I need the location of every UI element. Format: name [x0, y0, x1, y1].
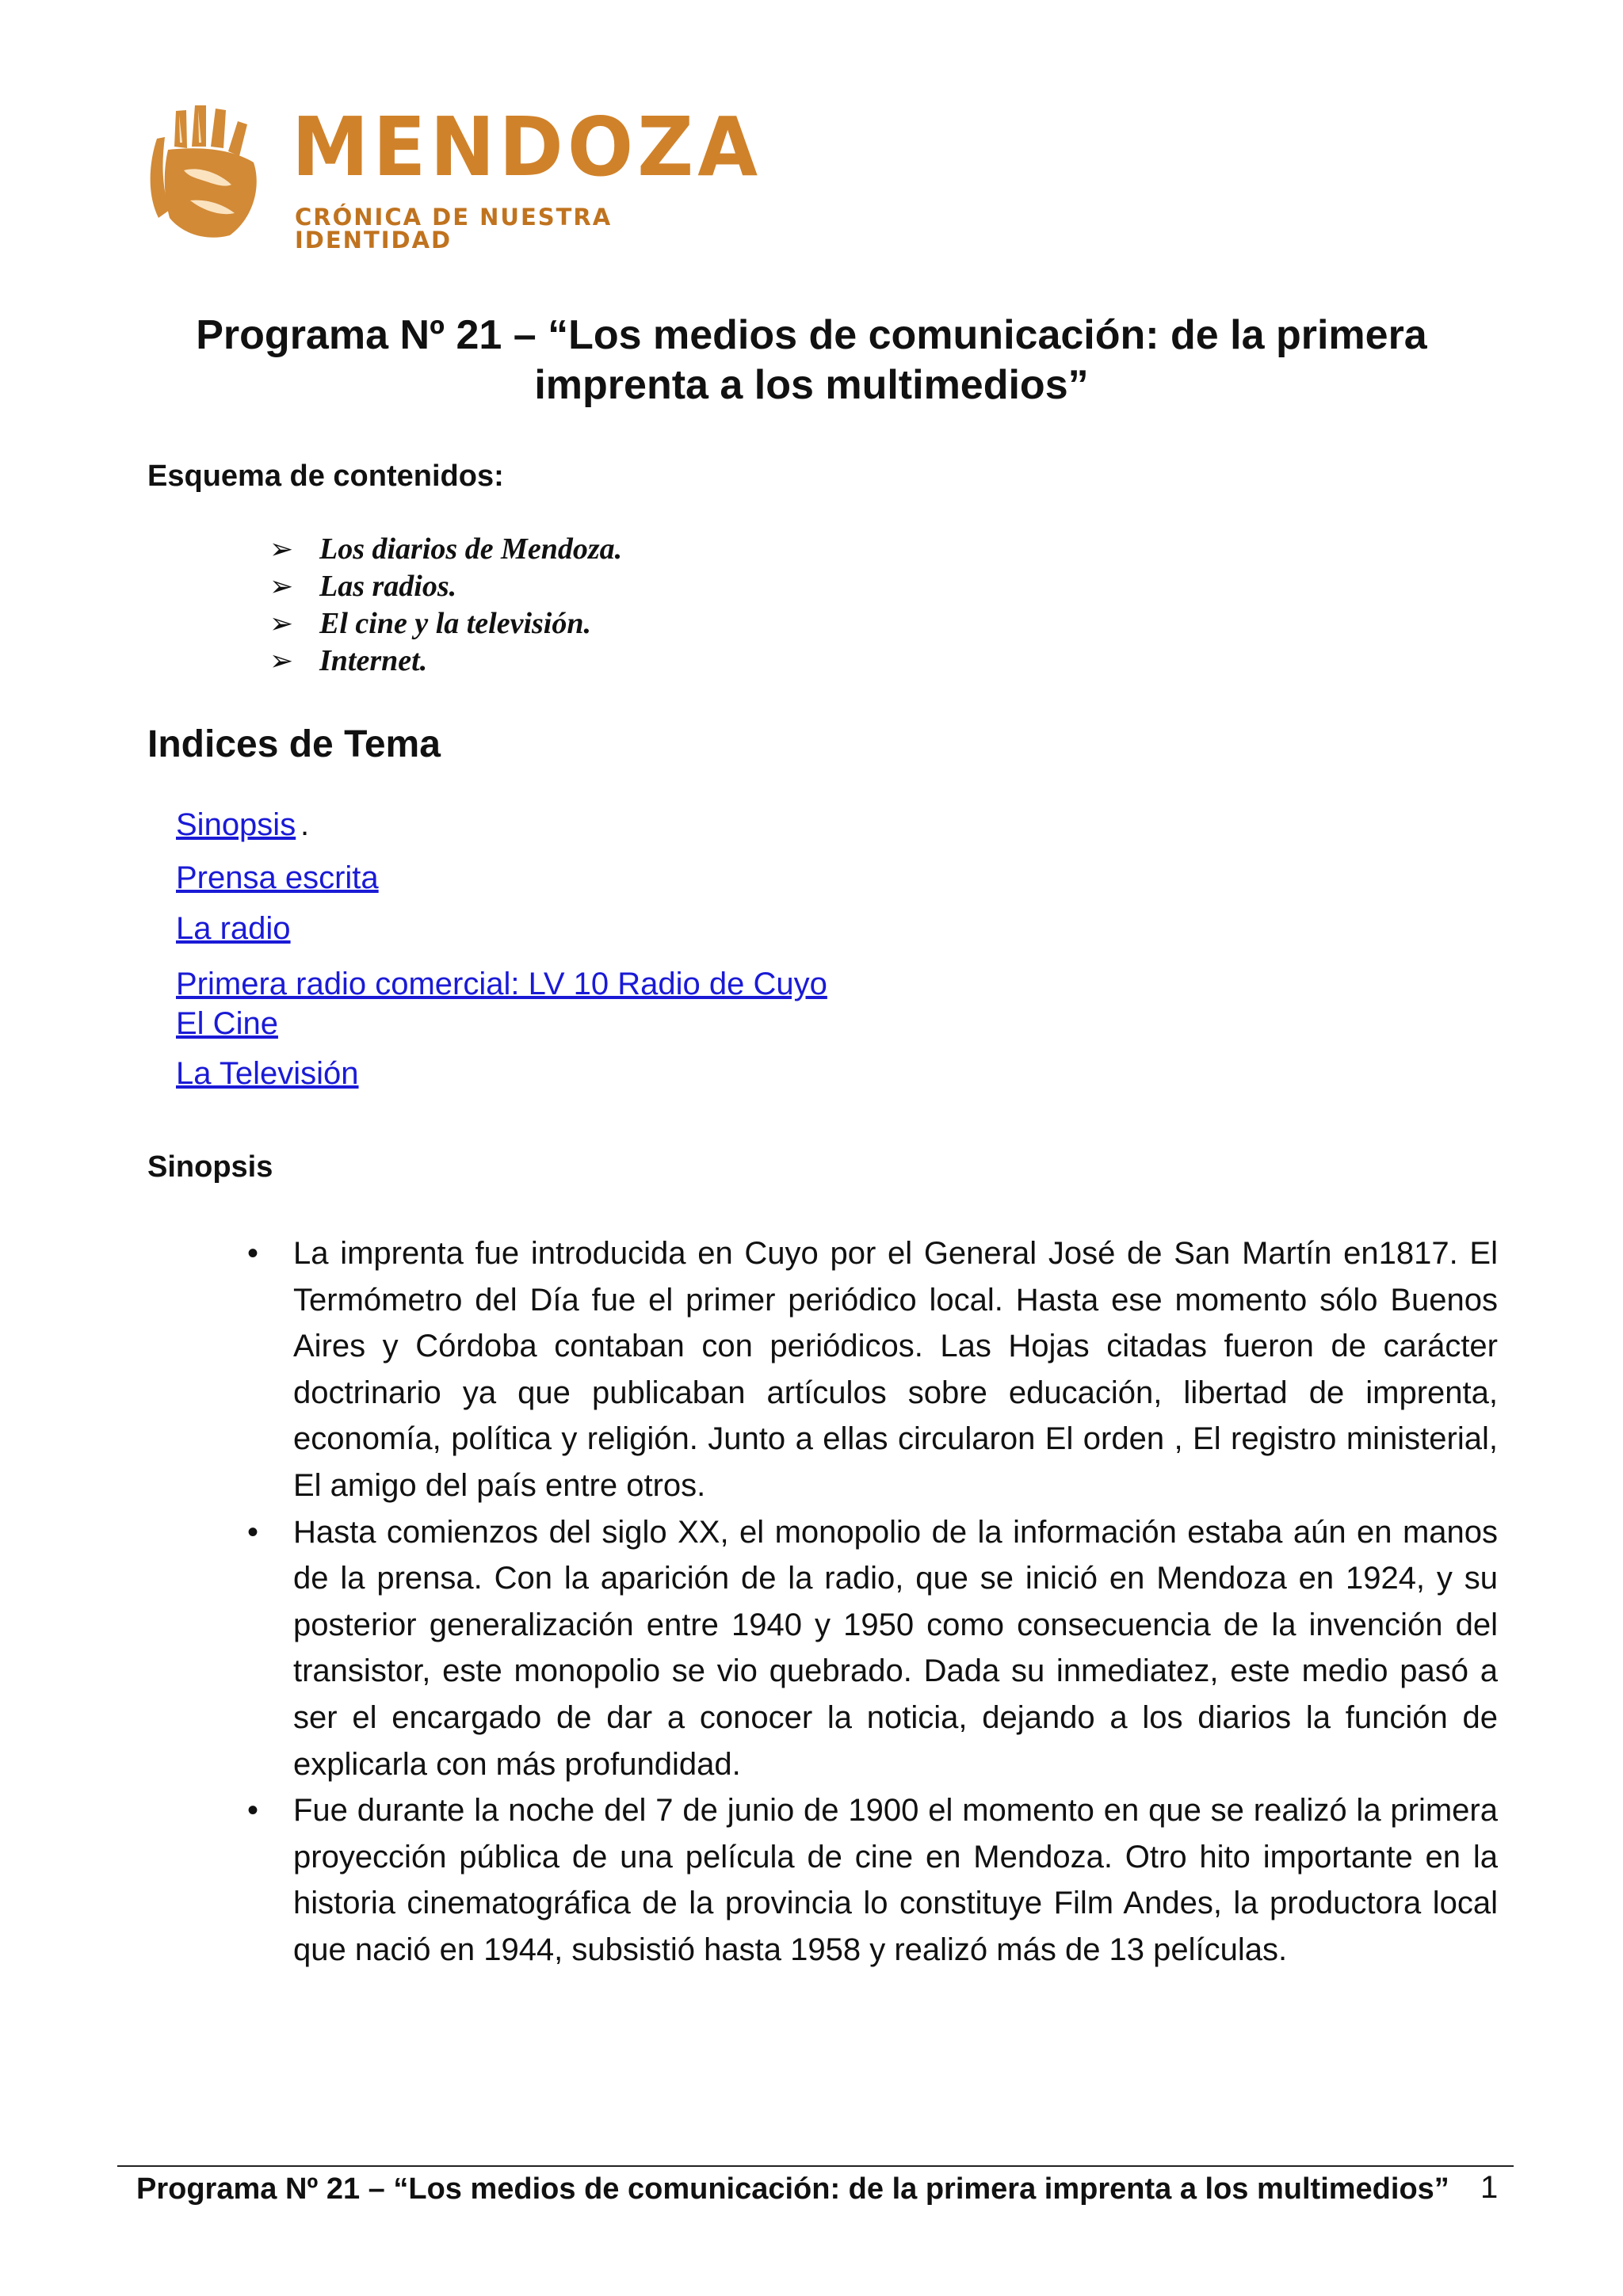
logo-tagline: CRÓNICA DE NUESTRA IDENTIDAD: [295, 204, 613, 254]
sinopsis-heading: Sinopsis: [147, 1150, 273, 1184]
toc-link-primera-radio-comercial[interactable]: Primera radio comercial: LV 10 Radio de Cuyo: [176, 967, 827, 1001]
indices-heading: Indices de Tema: [147, 723, 441, 765]
toc-link-prensa-escrita[interactable]: Prensa escrita: [176, 860, 379, 895]
list-item: [269, 531, 622, 568]
page-number: 1: [1480, 2170, 1499, 2205]
sinopsis-paragraph: Hasta comienzos del siglo XX, el monopolio de la información estaba aún en manos de la prensa. Con la aparición de la radio, que se inició en Mendoza en 1924, y su posterior generalización entre 1940 y 1950 como consecuencia de la invención del transistor, este monopolio se vio quebrado. Dada su inmediatez, este medio pasó a ser el encargado de dar a conocer la noticia, dejando a los diarios la función de explicarla con más profundidad.: [293, 1514, 1498, 1782]
toc-link-la-television[interactable]: La Televisión: [176, 1056, 359, 1091]
logo-wordmark: MENDOZA: [292, 100, 762, 196]
sinopsis-list: [247, 1230, 1498, 1974]
list-item: [269, 605, 622, 643]
esquema-item-text: Las radios.: [319, 570, 457, 603]
toc-link-la-radio[interactable]: La radio: [176, 911, 291, 946]
list-item: [247, 1230, 1498, 1509]
toc-link-el-cine[interactable]: El Cine: [176, 1006, 278, 1041]
list-item: [247, 1787, 1498, 1973]
bullet-icon: •: [247, 1793, 259, 1829]
esquema-list: [269, 531, 622, 680]
list-item: [269, 643, 622, 680]
sinopsis-paragraph: Fue durante la noche del 7 de junio de 1900 el momento en que se realizó la primera proyección pública de una película de cine en Mendoza. Otro hito importante en la historia cinematográfica de la provincia lo constituye Film Andes, la productora local que nació en 1944, subsistió hasta 1958 y realizó más de 13 películas.: [293, 1793, 1498, 1967]
esquema-item-text: Los diarios de Mendoza.: [319, 532, 623, 566]
arrow-bullet-icon: ➢: [269, 608, 294, 640]
page-title: [119, 311, 1504, 410]
arrow-bullet-icon: ➢: [269, 533, 294, 566]
esquema-item-text: El cine y la televisión.: [319, 607, 592, 640]
mendoza-logo: [143, 99, 762, 254]
toc-link-suffix: .: [300, 807, 310, 842]
list-item: [269, 568, 622, 605]
arrow-bullet-icon: ➢: [269, 570, 294, 603]
footer-divider: [117, 2165, 1514, 2167]
esquema-heading: Esquema de contenidos:: [147, 460, 504, 493]
bullet-icon: •: [247, 1514, 259, 1550]
title-line-2: imprenta a los multimedios”: [534, 362, 1089, 408]
esquema-item-text: Internet.: [319, 644, 428, 677]
toc-link-sinopsis[interactable]: Sinopsis: [176, 807, 296, 842]
title-line-1: Programa Nº 21 – “Los medios de comunicación: de la primera: [196, 312, 1427, 358]
sinopsis-paragraph: La imprenta fue introducida en Cuyo por el General José de San Martín en1817. El Termómetro del Día fue el primer periódico local. Hasta ese momento sólo Buenos Aires y Córdoba contaban con periódicos. Las Hojas citadas fueron de carácter doctrinario ya que publicaban artículos sobre educación, libertad de imprenta, economía, política y religión. Junto a ellas circularon El orden , El registro ministerial, El amigo del país entre otros.: [293, 1236, 1498, 1503]
arrow-bullet-icon: ➢: [269, 645, 294, 677]
hand-print-icon: [143, 99, 281, 242]
bullet-icon: •: [247, 1236, 259, 1271]
list-item: [247, 1509, 1498, 1788]
footer-title: Programa Nº 21 – “Los medios de comunicación: de la primera imprenta a los multimedios”: [136, 2172, 1449, 2206]
